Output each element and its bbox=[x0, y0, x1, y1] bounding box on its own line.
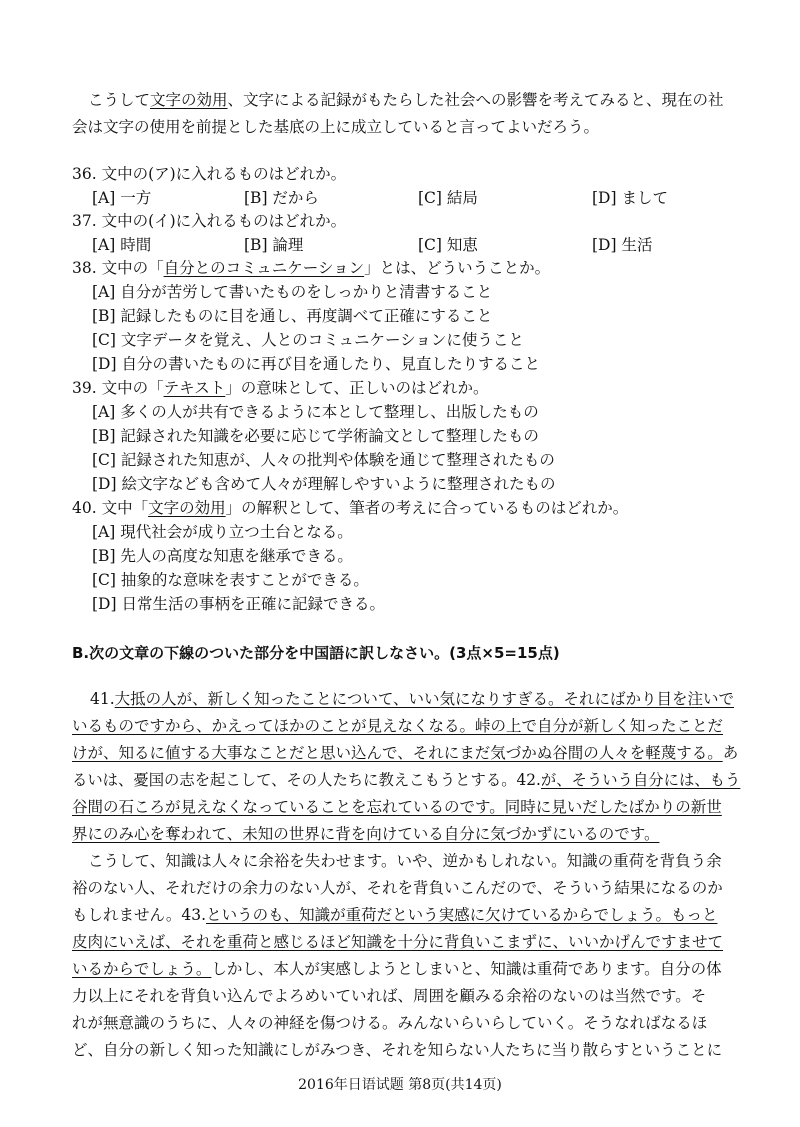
q38-option-d: [D] 自分の書いたものに再び目を通したり、見直したりすること bbox=[92, 355, 540, 373]
q36-option-d: [D] まして bbox=[592, 189, 668, 207]
question-38-stem: 38. 文中の「自分とのコミュニケーション」とは、どういうことか。 bbox=[72, 259, 551, 277]
q37-option-c: [C] 知恵 bbox=[418, 236, 478, 254]
q40-option-a: [A] 現代社会が成り立つ土台となる。 bbox=[92, 523, 353, 541]
passage-line: こうして、知識は人々に余裕を失わせます。いや、逆かもしれない。知識の重荷を背負う余 bbox=[88, 852, 722, 870]
passage-line: 力以上にそれを背負い込んでよろめいていれば、周囲を顧みる余裕のないのは当然です。そ bbox=[72, 987, 707, 1005]
underlined-sentence: 谷間の石ころが見えなくなっていることを忘れているのです。 bbox=[72, 798, 505, 816]
passage-line: ど、自分の新しく知った知識にしがみつき、それを知らない人たちに当り散らすということに bbox=[72, 1041, 723, 1059]
underlined-sentence: いるからでしょう。 bbox=[72, 960, 212, 978]
passage-line: けが、知るに値する大事なことだと思い込んで、それにまだ気づかぬ谷間の人々を軽蔑する。あ bbox=[72, 744, 739, 762]
intro-line-2: 会は文字の使用を前提とした基底の上に成立していると言ってよいだろう。 bbox=[72, 118, 600, 136]
underlined-sentence: 大抵の人が、新しく知ったことについて、いい気になりすぎる。それにばかり目を注いで bbox=[114, 690, 735, 708]
q38-option-b: [B] 記録したものに目を通し、再度調べて正確にすること bbox=[92, 307, 493, 325]
underlined-term: 自分とのコミュニケーション bbox=[163, 259, 365, 277]
question-36-stem: 36. 文中の(ア)に入れるものはどれか。 bbox=[72, 165, 347, 183]
underlined-sentence: 同時に見いだしたばかりの新世 bbox=[504, 798, 722, 816]
underlined-sentence: いるものですから、かえってほかのことが見えなくなる。峠の上で自分が新しく知ったことだ bbox=[72, 717, 724, 735]
underlined-sentence: というのも、知識が重荷だという実感に欠けているからでしょう。 bbox=[206, 906, 671, 924]
q37-option-d: [D] 生活 bbox=[592, 236, 653, 254]
intro-line-1: こうして文字の効用、文字による記録がもたらした社会への影響を考えてみると、現在の社 bbox=[88, 91, 724, 109]
page-footer: 2016年日语试题 第8页(共14页) bbox=[298, 1077, 502, 1093]
passage-line: 裕のない人、それだけの余力のない人が、それを背負いこんだので、そういう結果になるのか bbox=[72, 879, 723, 897]
q39-option-c: [C] 記録された知恵が、人々の批判や体験を通じて整理されたもの bbox=[92, 451, 555, 469]
q40-option-d: [D] 日常生活の事柄を正確に記録できる。 bbox=[92, 595, 385, 613]
underlined-sentence: 界にのみ心を奪われて、未知の世界に背を向けている自分に気づかずにいるのです。 bbox=[72, 825, 660, 843]
q36-option-c: [C] 結局 bbox=[418, 189, 478, 207]
underlined-sentence: もっと bbox=[670, 906, 718, 924]
q39-option-a: [A] 多くの人が共有できるように本として整理し、出版したもの bbox=[92, 403, 539, 421]
underlined-term: テキスト bbox=[163, 379, 226, 397]
section-b-heading: B.次の文章の下線のついた部分を中国語に訳しなさい。(3点×5=15点) bbox=[72, 644, 560, 662]
q36-option-b: [B] だから bbox=[244, 189, 319, 207]
passage-line: るいは、憂国の志を起こして、その人たちに教えこもうとする。42.が、そういう自分には、もう bbox=[72, 771, 741, 789]
passage-line bbox=[72, 716, 723, 736]
underlined-term: 文字の効用 bbox=[150, 91, 228, 109]
underlined-sentence: 皮肉にいえば、それを重荷と感じるほど知識を十分に背負いこまずに、いいかげんですませて bbox=[72, 933, 724, 951]
passage-line: いるからでしょう。しかし、本人が実感しようとしまいと、知識は重荷であります。自分の体 bbox=[72, 960, 722, 978]
q37-option-b: [B] 論理 bbox=[244, 236, 304, 254]
passage-line: れが無意識のうちに、人々の神経を傷つける。みんないらいらしていく。そうなればなるほ bbox=[72, 1014, 708, 1032]
underlined-term: 文字の効用 bbox=[148, 499, 226, 517]
q37-option-a: [A] 時間 bbox=[92, 236, 152, 254]
underlined-sentence: けが、知るに値する大事なことだと思い込んで、それにまだ気づかぬ谷間の人々を軽蔑する。 bbox=[72, 744, 723, 762]
passage-line bbox=[72, 797, 722, 817]
q39-option-d: [D] 絵文字なども含めて人々が理解しやすいように整理されたもの bbox=[92, 475, 556, 493]
passage-line: もしれません。43.というのも、知識が重荷だという実感に欠けているからでしょう。もっと bbox=[72, 906, 718, 924]
question-39-stem: 39. 文中の「テキスト」の意味として、正しいのはどれか。 bbox=[72, 379, 489, 397]
passage-line bbox=[72, 824, 659, 844]
q40-option-b: [B] 先人の高度な知恵を継承できる。 bbox=[92, 547, 353, 565]
q39-option-b: [B] 記録された知識を必要に応じて学術論文として整理したもの bbox=[92, 427, 539, 445]
passage-line: 41.大抵の人が、新しく知ったことについて、いい気になりすぎる。それにばかり目を注いで bbox=[90, 690, 735, 708]
q38-option-c: [C] 文字データを覚え、人とのコミュニケーションに使うこと bbox=[92, 331, 524, 349]
q36-option-a: [A] 一方 bbox=[92, 189, 152, 207]
q38-option-a: [A] 自分が苦労して書いたものをしっかりと清書すること bbox=[92, 283, 493, 301]
passage-line bbox=[72, 932, 723, 952]
question-40-stem: 40. 文中「文字の効用」の解釈として、筆者の考えに合っているものはどれか。 bbox=[72, 499, 629, 517]
underlined-sentence: が、そういう自分には、もう bbox=[540, 771, 741, 789]
question-37-stem: 37. 文中の(イ)に入れるものはどれか。 bbox=[72, 212, 347, 230]
q40-option-c: [C] 抽象的な意味を表すことができる。 bbox=[92, 571, 369, 589]
